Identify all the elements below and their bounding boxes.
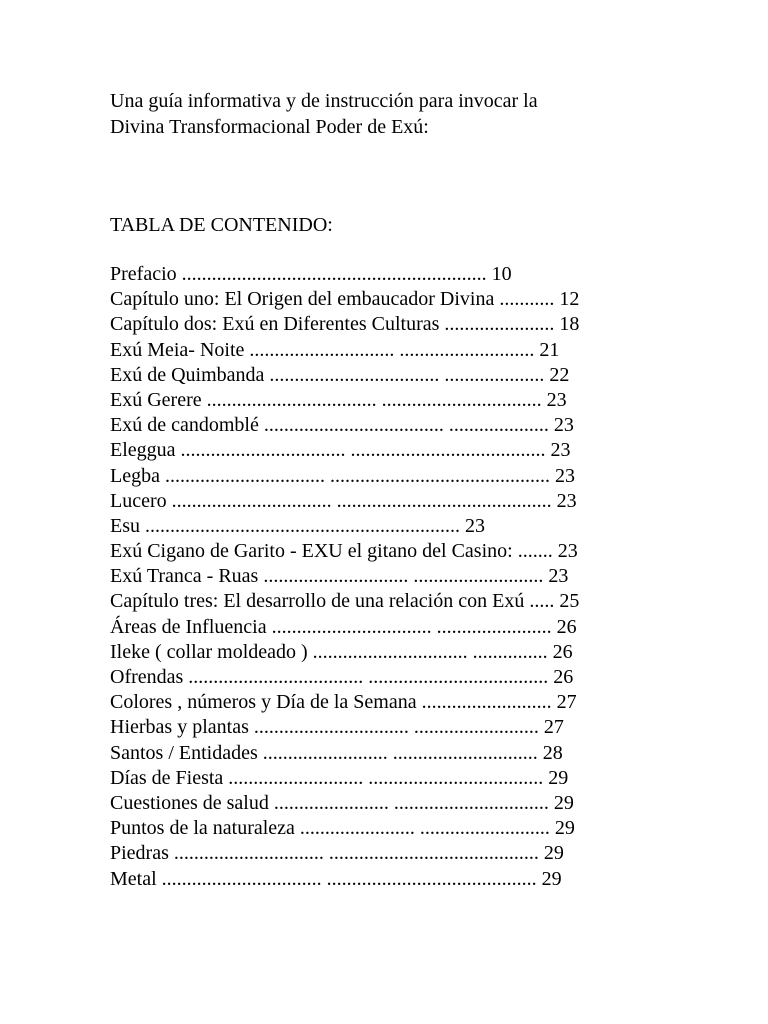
toc-entry: Piedras .............................. .......................................... 29 bbox=[110, 842, 564, 865]
toc-entry: Exú Tranca - Ruas ............................. .......................... 23 bbox=[110, 565, 569, 588]
toc-entry: Cuestiones de salud ....................... ............................... 29 bbox=[110, 791, 574, 814]
toc-entry: Legba ................................ ............................................ 23 bbox=[110, 464, 575, 487]
toc-entry: Días de Fiesta ........................... ................................... 29 bbox=[110, 766, 569, 789]
toc-entry: Puntos de la naturaleza ....................... .......................... 29 bbox=[110, 817, 575, 840]
toc-entry: Capítulo dos: Exú en Diferentes Culturas ...................... 18 bbox=[110, 313, 580, 336]
toc-entry: Metal ................................ .......................................... 29 bbox=[110, 867, 562, 890]
toc-entry: Ileke ( collar moldeado ) ............................... ............... 26 bbox=[110, 640, 573, 663]
toc-entry: Lucero ................................ ........................................... 23 bbox=[110, 489, 577, 512]
toc-entry: Eleggua ................................. ....................................... 23 bbox=[110, 439, 571, 462]
toc-entry: Capítulo tres: El desarrollo de una relación con Exú ..... 25 bbox=[110, 590, 580, 613]
toc-entry: Prefacio ............................................................. 10 bbox=[110, 263, 512, 285]
intro-line-1: Una guía informativa y de instrucción para invocar la bbox=[110, 90, 538, 112]
intro-line-2: Divina Transformacional Poder de Exú: bbox=[110, 116, 429, 138]
toc-entry: Exú Cigano de Garito - EXU el gitano del Casino: ....... 23 bbox=[110, 540, 578, 563]
toc-entry: Exú Gerere .................................. ................................ 23 bbox=[110, 388, 567, 411]
toc-entry: Santos / Entidades ......................... ............................. 28 bbox=[110, 741, 563, 764]
toc-entry: Exú de candomblé .................................... .................... 23 bbox=[110, 414, 574, 437]
toc-entry: Colores , números y Día de la Semana .......................... 27 bbox=[110, 691, 577, 714]
table-of-contents bbox=[110, 262, 710, 892]
toc-entry: Exú Meia- Noite ............................. ........................... 21 bbox=[110, 338, 560, 361]
toc-entry: Hierbas y plantas ............................... ......................... 27 bbox=[110, 716, 564, 739]
toc-entry: Esu ............................................................... 23 bbox=[110, 514, 485, 537]
intro-paragraph bbox=[110, 88, 710, 140]
toc-entry: Áreas de Influencia ................................ ....................... 26 bbox=[110, 615, 577, 638]
toc-heading: TABLA DE CONTENIDO: bbox=[110, 214, 333, 236]
toc-entry: Exú de Quimbanda .................................. .................... 22 bbox=[110, 363, 570, 386]
toc-entry: Capítulo uno: El Origen del embaucador Divina ........... 12 bbox=[110, 288, 580, 311]
toc-entry: Ofrendas ................................... .................................... 26 bbox=[110, 666, 574, 688]
